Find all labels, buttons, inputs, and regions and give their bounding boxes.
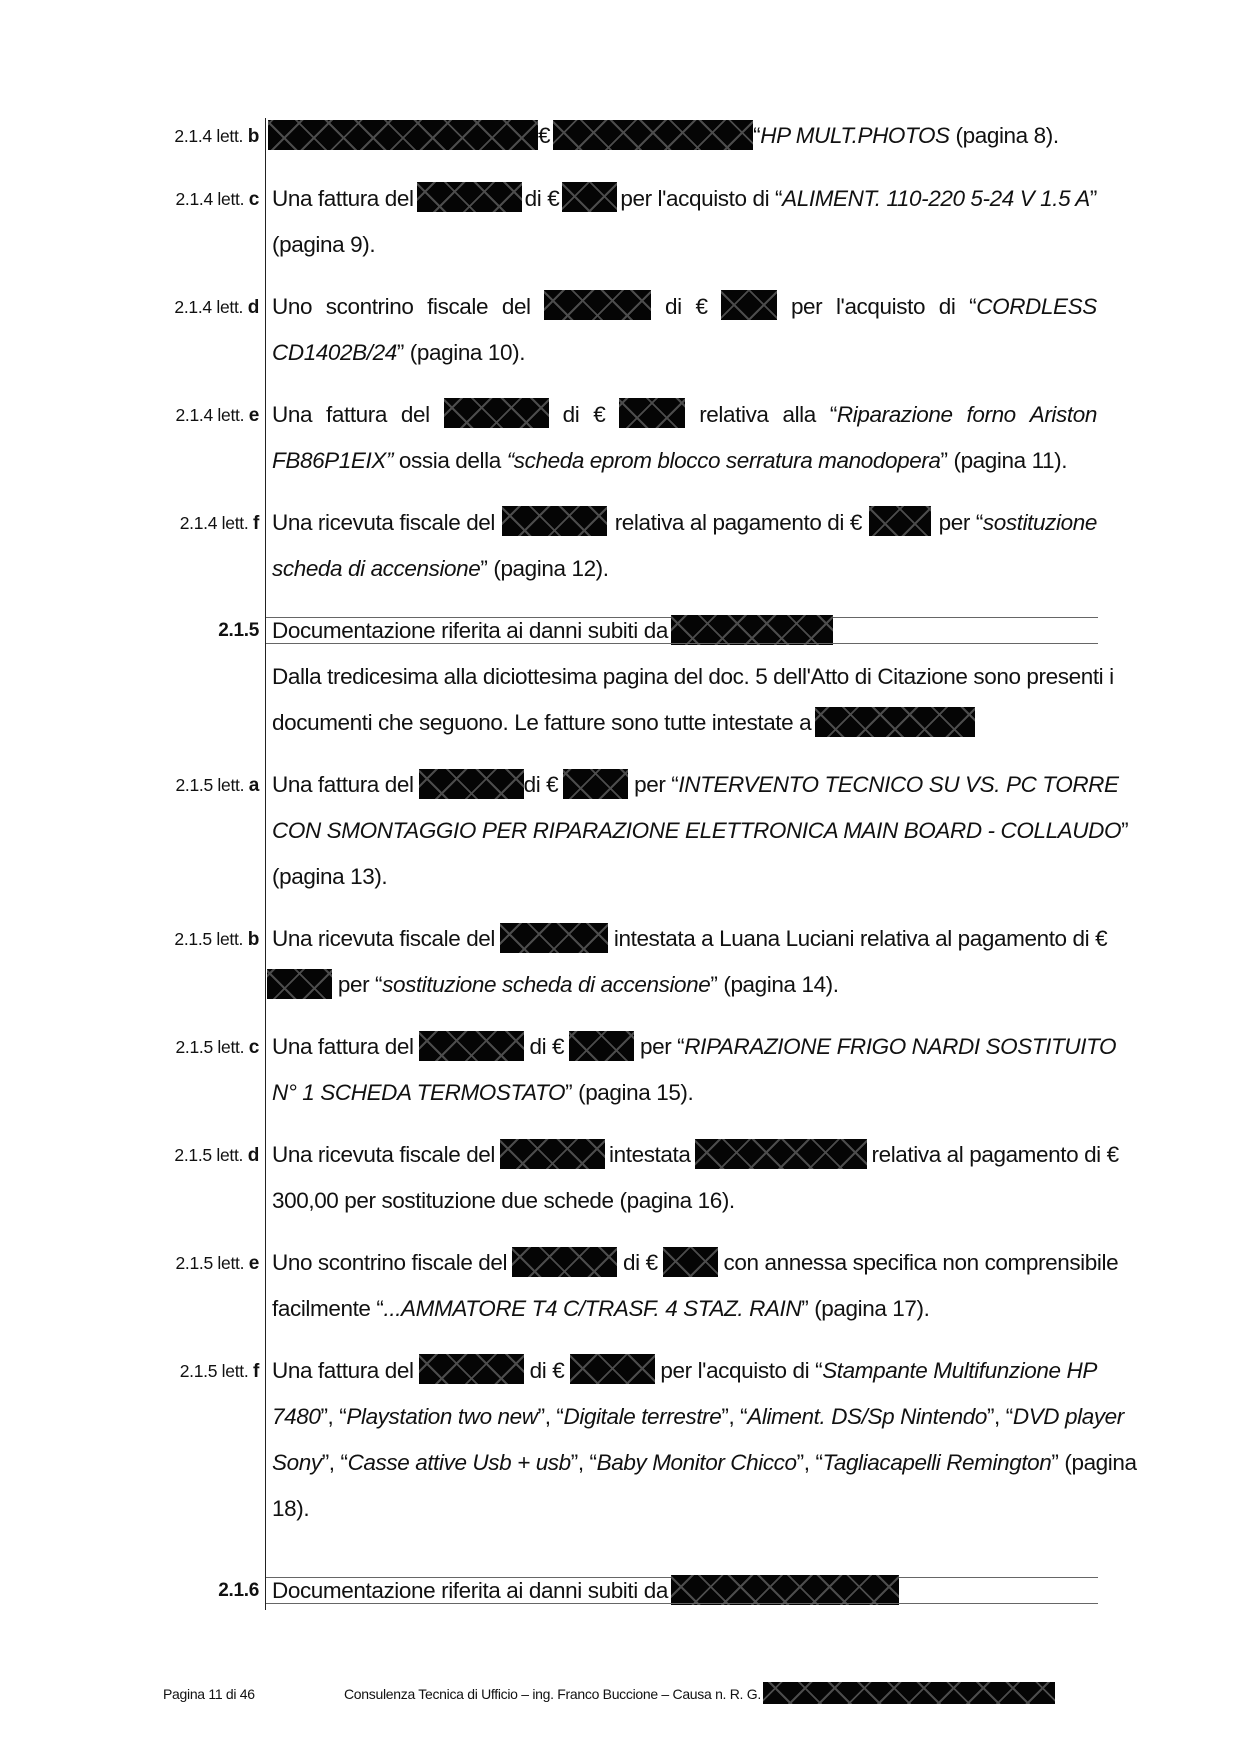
redaction-box bbox=[562, 182, 617, 212]
text-run: ”, “ bbox=[321, 1450, 348, 1475]
product-name: Riparazione bbox=[836, 402, 953, 427]
text-run: ” (pagina bbox=[1051, 1450, 1137, 1475]
text-run: ” (pagina 12). bbox=[480, 556, 609, 581]
item-line bbox=[272, 968, 1097, 1002]
text-run: per l'acquisto di “ bbox=[660, 1358, 823, 1383]
heading-rule-bottom bbox=[266, 1603, 1098, 1604]
item-label-letter: f bbox=[252, 513, 259, 534]
item-line bbox=[272, 444, 1097, 478]
item-line: 18). bbox=[272, 1496, 310, 1521]
text-run: ” (pagina 10). bbox=[396, 340, 526, 365]
item-line: (pagina 13). bbox=[272, 864, 388, 889]
item-label-letter: e bbox=[248, 1253, 259, 1274]
item-line bbox=[272, 119, 1097, 153]
text-run: ”, “ bbox=[721, 1404, 748, 1429]
text-run: relativa al pagamento di € bbox=[871, 1142, 1119, 1167]
text-run: relativa al pagamento di € bbox=[614, 510, 862, 535]
product-name: DVD player bbox=[1012, 1404, 1124, 1429]
item-line bbox=[272, 1400, 1124, 1434]
item-label-prefix: 2.1.5 lett. bbox=[175, 1253, 249, 1273]
text-run: Uno scontrino fiscale del bbox=[272, 1250, 508, 1275]
text-run: ” (pagina 11). bbox=[940, 448, 1068, 473]
item-label-letter: b bbox=[247, 126, 259, 147]
section-heading-text: Documentazione riferita ai danni subiti da bbox=[272, 1578, 668, 1603]
product-name: Stampante Multifunzione HP bbox=[822, 1358, 1097, 1383]
section-heading-text: Documentazione riferita ai danni subiti da bbox=[272, 618, 668, 643]
redaction-box bbox=[500, 923, 608, 953]
text-run: alla bbox=[782, 402, 816, 427]
text-run: Una fattura del bbox=[272, 772, 414, 797]
product-name: Ariston bbox=[1029, 402, 1097, 427]
text-run: Una fattura del bbox=[272, 186, 414, 211]
text-run: per “ bbox=[938, 510, 983, 535]
product-name: Digitale terrestre bbox=[563, 1404, 722, 1429]
product-name: sostituzione bbox=[982, 510, 1097, 535]
redaction-box bbox=[695, 1139, 867, 1169]
text-run: ”, “ bbox=[537, 1404, 564, 1429]
product-name: 7480 bbox=[272, 1404, 321, 1429]
text-run: € bbox=[695, 294, 708, 319]
redaction-box bbox=[671, 1575, 899, 1605]
footer-text bbox=[344, 1682, 1055, 1706]
item-line bbox=[272, 1246, 1119, 1280]
text-run: relativa bbox=[699, 402, 769, 427]
text-run: per “ bbox=[640, 1034, 685, 1059]
redaction-box bbox=[419, 769, 524, 799]
left-margin-rule bbox=[265, 118, 266, 1610]
product-name: FB86P1EIX” bbox=[272, 448, 394, 473]
product-name: ...AMMATORE T4 C/TRASF. 4 STAZ. RAIN bbox=[383, 1296, 802, 1321]
text-run: per bbox=[790, 294, 823, 319]
paragraph-line bbox=[272, 706, 1097, 740]
item-label-prefix: 2.1.5 lett. bbox=[175, 1037, 249, 1057]
text-run: ” bbox=[1121, 818, 1129, 843]
product-name: “scheda eprom blocco serratura manodopera bbox=[506, 448, 941, 473]
section-number: 2.1.5 bbox=[218, 620, 259, 641]
text-run: di € bbox=[523, 772, 559, 797]
item-label-prefix: 2.1.4 lett. bbox=[174, 126, 248, 146]
item-label-letter: c bbox=[248, 1037, 259, 1058]
item-label bbox=[120, 188, 259, 211]
item-label-prefix: 2.1.5 lett. bbox=[179, 1361, 253, 1381]
item-line bbox=[272, 1030, 1117, 1064]
text-run: Una fattura del bbox=[272, 1034, 414, 1059]
redaction-box bbox=[267, 969, 332, 999]
text-run: ” bbox=[1089, 186, 1097, 211]
item-label bbox=[120, 512, 259, 535]
text-run: “ bbox=[753, 123, 761, 148]
text-run: per “ bbox=[337, 972, 383, 997]
text-run: Una ricevuta fiscale del bbox=[272, 510, 496, 535]
text-run: di bbox=[562, 402, 580, 427]
text-run: di € bbox=[524, 186, 560, 211]
product-name: Playstation two new bbox=[346, 1404, 538, 1429]
redaction-box bbox=[500, 1139, 605, 1169]
product-name: Sony bbox=[272, 1450, 322, 1475]
redaction-box bbox=[268, 120, 538, 150]
item-label bbox=[120, 125, 259, 148]
item-line bbox=[272, 1076, 1097, 1110]
text-run: ”, “ bbox=[986, 1404, 1013, 1429]
redaction-box bbox=[563, 769, 628, 799]
item-line bbox=[272, 336, 1097, 370]
item-label-letter: b bbox=[247, 929, 259, 950]
item-label bbox=[120, 1144, 259, 1167]
item-label-letter: c bbox=[248, 189, 259, 210]
item-label bbox=[120, 404, 259, 427]
item-label-letter: a bbox=[248, 775, 259, 796]
text-run: di bbox=[938, 294, 956, 319]
item-label-prefix: 2.1.4 lett. bbox=[179, 513, 253, 533]
product-name: N° 1 SCHEDA TERMOSTATO bbox=[272, 1080, 566, 1105]
text-run: “ bbox=[829, 402, 837, 427]
text-run: scontrino bbox=[325, 294, 414, 319]
item-label bbox=[120, 1036, 259, 1059]
text-run: di € bbox=[623, 1250, 658, 1275]
text-run: ” (pagina 17). bbox=[801, 1296, 930, 1321]
product-name: forno bbox=[966, 402, 1016, 427]
item-label bbox=[120, 296, 259, 319]
paragraph-line: Dalla tredicesima alla diciottesima pagina del doc. 5 dell'Atto di Citazione sono presenti i bbox=[272, 664, 1114, 689]
text-run: con annessa specifica non comprensibile bbox=[723, 1250, 1119, 1275]
redaction-box bbox=[815, 707, 975, 737]
product-name: sostituzione scheda di accensione bbox=[382, 972, 711, 997]
text-run: ossia della bbox=[393, 448, 507, 473]
item-line bbox=[272, 922, 1108, 956]
text-run: del bbox=[400, 402, 430, 427]
item-line bbox=[272, 398, 1097, 432]
item-label bbox=[120, 774, 259, 797]
redaction-box bbox=[544, 290, 651, 320]
text-run: € bbox=[538, 123, 551, 148]
redaction-box bbox=[869, 506, 931, 536]
text-run: di € bbox=[529, 1034, 565, 1059]
redaction-box bbox=[763, 1682, 1055, 1704]
redaction-box bbox=[663, 1247, 718, 1277]
text-run: documenti che seguono. Le fatture sono tutte intestate a bbox=[272, 710, 812, 735]
text-run: intestata bbox=[609, 1142, 691, 1167]
item-label-prefix: 2.1.4 lett. bbox=[175, 405, 249, 425]
text-run: € bbox=[593, 402, 606, 427]
item-label-prefix: 2.1.4 lett. bbox=[174, 297, 248, 317]
item-line bbox=[272, 552, 1097, 586]
redaction-box bbox=[512, 1247, 617, 1277]
text-run: ” (pagina 15). bbox=[565, 1080, 694, 1105]
product-name: CD1402B/24 bbox=[272, 340, 397, 365]
text-run: ” (pagina 14). bbox=[710, 972, 839, 997]
text-run: facilmente “ bbox=[272, 1296, 384, 1321]
product-name: HP MULT.PHOTOS bbox=[760, 123, 950, 148]
item-label-prefix: 2.1.5 lett. bbox=[175, 775, 249, 795]
redaction-box bbox=[671, 615, 833, 645]
item-line bbox=[272, 1138, 1119, 1172]
text-run: di bbox=[665, 294, 682, 319]
text-run: Una ricevuta fiscale del bbox=[272, 926, 496, 951]
text-run: l'acquisto bbox=[835, 294, 926, 319]
text-run: (pagina 8). bbox=[949, 123, 1059, 148]
text-run: Una ricevuta fiscale del bbox=[272, 1142, 496, 1167]
text-run: “ bbox=[969, 294, 977, 319]
item-label-letter: d bbox=[247, 1145, 259, 1166]
item-line bbox=[272, 506, 1097, 540]
footer-text-run: Consulenza Tecnica di Ufficio – ing. Franco Buccione – Causa n. R. G. bbox=[344, 1686, 761, 1702]
text-run: del bbox=[501, 294, 531, 319]
text-run: per l'acquisto di “ bbox=[620, 186, 783, 211]
item-label bbox=[120, 1360, 259, 1383]
redaction-box bbox=[417, 182, 522, 212]
text-run: ”, “ bbox=[320, 1404, 347, 1429]
item-line bbox=[272, 768, 1119, 802]
item-label-prefix: 2.1.5 lett. bbox=[174, 929, 248, 949]
item-label-prefix: 2.1.4 lett. bbox=[175, 189, 249, 209]
product-name: ALIMENT. 110-220 5-24 V 1.5 A bbox=[782, 186, 1090, 211]
redaction-box bbox=[570, 1354, 655, 1384]
footer-page-number: Pagina 11 di 46 bbox=[163, 1686, 255, 1702]
text-run: per “ bbox=[634, 772, 679, 797]
item-line bbox=[272, 1292, 1097, 1326]
product-name: Aliment. DS/Sp Nintendo bbox=[747, 1404, 987, 1429]
redaction-box bbox=[569, 1031, 634, 1061]
text-run: fattura bbox=[326, 402, 387, 427]
text-run: fiscale bbox=[427, 294, 489, 319]
item-line bbox=[272, 1446, 1137, 1480]
product-name: CORDLESS bbox=[976, 294, 1097, 319]
text-run: intestata a Luana Luciani relativa al pagamento di € bbox=[613, 926, 1108, 951]
product-name: RIPARAZIONE FRIGO NARDI SOSTITUITO bbox=[684, 1034, 1117, 1059]
item-label-prefix: 2.1.5 lett. bbox=[174, 1145, 248, 1165]
product-name: Baby Monitor Chicco bbox=[596, 1450, 797, 1475]
redaction-box bbox=[553, 120, 753, 150]
text-run: ”, “ bbox=[570, 1450, 597, 1475]
text-run: Uno bbox=[272, 294, 313, 319]
redaction-box bbox=[419, 1031, 524, 1061]
item-line: (pagina 9). bbox=[272, 232, 376, 257]
product-name: INTERVENTO TECNICO SU VS. PC TORRE bbox=[678, 772, 1119, 797]
redaction-box bbox=[444, 398, 549, 428]
text-run: Una fattura del bbox=[272, 1358, 414, 1383]
redaction-box bbox=[721, 290, 777, 320]
redaction-box bbox=[502, 506, 607, 536]
product-name: CON SMONTAGGIO PER RIPARAZIONE ELETTRONICA MAIN BOARD - COLLAUDO bbox=[272, 818, 1122, 843]
item-label-letter: d bbox=[247, 297, 259, 318]
item-label-letter: f bbox=[252, 1361, 259, 1382]
product-name: Casse attive Usb + usb bbox=[347, 1450, 571, 1475]
product-name: scheda di accensione bbox=[272, 556, 481, 581]
item-line bbox=[272, 182, 1097, 216]
text-run: ”, “ bbox=[796, 1450, 823, 1475]
item-line bbox=[272, 1354, 1097, 1388]
item-label bbox=[120, 928, 259, 951]
item-label bbox=[120, 1252, 259, 1275]
item-line: 300,00 per sostituzione due schede (pagina 16). bbox=[272, 1188, 735, 1213]
item-label-letter: e bbox=[248, 405, 259, 426]
product-name: Tagliacapelli Remington bbox=[822, 1450, 1052, 1475]
section-number: 2.1.6 bbox=[218, 1580, 259, 1601]
text-run: di € bbox=[529, 1358, 565, 1383]
item-line bbox=[272, 814, 1129, 848]
heading-rule-bottom bbox=[266, 643, 1098, 644]
redaction-box bbox=[619, 398, 685, 428]
text-run: Una bbox=[272, 402, 313, 427]
item-line bbox=[272, 290, 1097, 324]
redaction-box bbox=[419, 1354, 524, 1384]
